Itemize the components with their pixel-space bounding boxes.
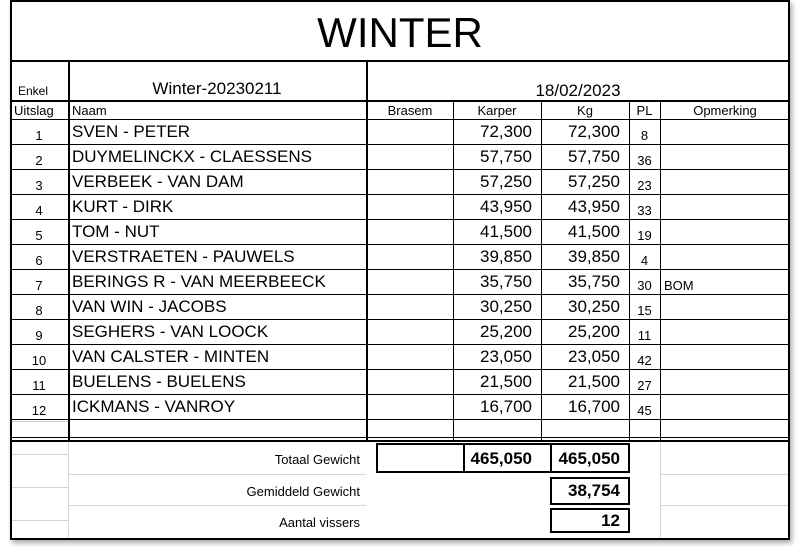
brasem-cell[interactable] (367, 221, 453, 246)
count-box (628, 508, 630, 533)
row-divider (10, 369, 790, 370)
count-label[interactable]: Aantal vissers (279, 515, 360, 530)
row-divider (10, 194, 790, 195)
pl-cell[interactable]: 33 (637, 203, 652, 218)
karper-cell[interactable]: 57,750 (480, 147, 532, 166)
average-box (550, 503, 630, 505)
note-cell[interactable] (660, 375, 790, 400)
gridline (10, 520, 68, 521)
row-divider (10, 219, 790, 220)
header-naam[interactable]: Naam (72, 103, 107, 118)
note-cell[interactable] (660, 175, 790, 200)
note-cell[interactable] (660, 125, 790, 150)
label-enkel[interactable]: Enkel (18, 84, 49, 98)
pl-cell[interactable]: 11 (637, 328, 652, 343)
note-cell[interactable] (660, 200, 790, 225)
row-divider (10, 419, 790, 420)
pl-cell[interactable]: 23 (637, 178, 652, 193)
rank-cell[interactable]: 7 (35, 278, 43, 293)
competition-date[interactable]: 18/02/2023 (535, 81, 621, 100)
rank-cell[interactable]: 11 (32, 378, 46, 393)
gridline (68, 474, 366, 475)
kg-cell[interactable]: 57,250 (568, 172, 620, 191)
kg-cell[interactable]: 23,050 (568, 347, 620, 366)
row-divider (10, 169, 790, 170)
karper-cell[interactable]: 39,850 (480, 247, 532, 266)
header-uitslag[interactable]: Uitslag (14, 103, 54, 118)
pl-cell[interactable]: 8 (640, 128, 649, 143)
note-cell[interactable] (660, 250, 790, 275)
average-box (628, 477, 630, 505)
rank-cell[interactable]: 9 (35, 328, 43, 343)
name-cell[interactable]: SVEN - PETER (72, 122, 191, 141)
kg-cell[interactable]: 25,200 (568, 322, 620, 341)
rank-cell[interactable]: 8 (35, 303, 43, 318)
totals-box (376, 443, 630, 445)
karper-cell[interactable]: 41,500 (480, 222, 532, 241)
pl-cell[interactable]: 19 (637, 228, 652, 243)
gridline (10, 421, 68, 422)
brasem-cell[interactable] (367, 321, 453, 346)
note-cell[interactable] (660, 150, 790, 175)
brasem-cell[interactable] (367, 246, 453, 271)
note-cell[interactable] (660, 300, 790, 325)
name-cell[interactable]: SEGHERS - VAN LOOCK (72, 322, 269, 341)
note-cell[interactable] (660, 350, 790, 375)
karper-cell[interactable]: 25,200 (480, 322, 532, 341)
header-kg[interactable]: Kg (577, 103, 593, 118)
table-border (10, 60, 790, 62)
count-box (550, 508, 630, 510)
brasem-cell[interactable] (367, 296, 453, 321)
brasem-cell[interactable] (367, 146, 453, 171)
pl-cell[interactable]: 36 (637, 153, 652, 168)
row-divider (10, 144, 790, 145)
name-cell[interactable]: ICKMANS - VANROY (72, 397, 236, 416)
pl-cell[interactable]: 45 (637, 403, 652, 418)
rank-cell[interactable]: 1 (35, 128, 43, 143)
total-kg[interactable]: 465,050 (558, 449, 620, 468)
gridline (660, 441, 661, 540)
note-cell[interactable]: BOM (664, 278, 694, 293)
rank-cell[interactable]: 6 (35, 253, 43, 268)
karper-cell[interactable]: 30,250 (480, 297, 532, 316)
table-border (10, 0, 12, 540)
row-divider (10, 394, 790, 395)
note-cell[interactable] (660, 400, 790, 425)
column-divider (629, 100, 630, 441)
column-divider (453, 100, 454, 441)
average-box (550, 477, 630, 479)
row-divider (10, 294, 790, 295)
totals-box (628, 443, 630, 473)
table-border (10, 100, 790, 102)
count-value[interactable]: 12 (601, 511, 620, 530)
note-cell[interactable] (660, 225, 790, 250)
count-box (550, 531, 630, 533)
column-divider (660, 100, 661, 441)
rank-cell[interactable]: 3 (35, 178, 43, 193)
total-karper[interactable]: 465,050 (470, 449, 532, 468)
totals-box (550, 443, 552, 473)
row-divider (10, 269, 790, 270)
name-cell[interactable]: VERBEEK - VAN DAM (72, 172, 244, 191)
kg-cell[interactable]: 16,700 (568, 397, 620, 416)
header-brasem[interactable]: Brasem (387, 103, 433, 118)
name-cell[interactable]: VAN WIN - JACOBS (72, 297, 227, 316)
gridline (68, 505, 366, 506)
row-divider (10, 344, 790, 345)
name-cell[interactable]: BUELENS - BUELENS (72, 372, 246, 391)
totals-box (463, 443, 465, 473)
table-border (788, 0, 790, 540)
pl-cell[interactable]: 4 (640, 253, 649, 268)
name-cell[interactable]: KURT - DIRK (72, 197, 174, 216)
brasem-cell[interactable] (367, 396, 453, 421)
rank-cell[interactable]: 4 (35, 203, 43, 218)
header-opmerking[interactable]: Opmerking (693, 103, 757, 118)
brasem-cell[interactable] (367, 346, 453, 371)
gridline (10, 487, 68, 488)
name-cell[interactable]: TOM - NUT (72, 222, 160, 241)
name-cell[interactable]: BERINGS R - VAN MEERBEECK (72, 272, 326, 291)
note-cell[interactable] (660, 325, 790, 350)
gridline (660, 505, 790, 506)
kg-cell[interactable]: 43,950 (568, 197, 620, 216)
name-cell[interactable]: VAN CALSTER - MINTEN (72, 347, 270, 366)
name-cell[interactable]: DUYMELINCKX - CLAESSENS (72, 147, 312, 166)
kg-cell[interactable]: 39,850 (568, 247, 620, 266)
karper-cell[interactable]: 57,250 (480, 172, 532, 191)
average-value[interactable]: 38,754 (568, 481, 620, 500)
brasem-cell[interactable] (367, 371, 453, 396)
brasem-cell[interactable] (367, 121, 453, 146)
totals-box (376, 443, 378, 473)
competition-name[interactable]: Winter-20230211 (152, 79, 282, 98)
table-border (10, 440, 790, 442)
kg-cell[interactable]: 41,500 (568, 222, 620, 241)
brasem-cell[interactable] (367, 196, 453, 221)
total-label[interactable]: Totaal Gewicht (274, 452, 360, 467)
header-pl[interactable]: PL (636, 103, 653, 118)
count-box (550, 508, 552, 533)
column-divider (366, 60, 368, 441)
pl-cell[interactable]: 27 (637, 378, 652, 393)
pl-cell[interactable]: 42 (637, 353, 652, 368)
rank-cell[interactable]: 5 (35, 228, 43, 243)
average-label[interactable]: Gemiddeld Gewicht (246, 484, 360, 499)
brasem-cell[interactable] (367, 271, 453, 296)
row-divider (10, 437, 790, 438)
column-divider (541, 100, 542, 441)
table-border (10, 0, 790, 2)
name-cell[interactable]: VERSTRAETEN - PAUWELS (72, 247, 295, 266)
karper-cell[interactable]: 35,750 (480, 272, 532, 291)
row-divider (10, 319, 790, 320)
kg-cell[interactable]: 72,300 (568, 122, 620, 141)
gridline (660, 474, 790, 475)
kg-cell[interactable]: 57,750 (568, 147, 620, 166)
kg-cell[interactable]: 30,250 (568, 297, 620, 316)
rank-cell[interactable]: 12 (31, 403, 47, 418)
gridline (10, 454, 68, 455)
karper-cell[interactable]: 16,700 (480, 397, 532, 416)
table-border (10, 538, 790, 540)
pl-cell[interactable]: 30 (637, 278, 652, 293)
brasem-cell[interactable] (367, 171, 453, 196)
table-border (10, 119, 790, 120)
average-box (550, 477, 552, 505)
column-divider (68, 60, 70, 441)
kg-cell[interactable]: 35,750 (568, 272, 620, 291)
karper-cell[interactable]: 43,950 (480, 197, 532, 216)
kg-cell[interactable]: 21,500 (568, 372, 620, 391)
karper-cell[interactable]: 23,050 (480, 347, 532, 366)
row-divider (10, 244, 790, 245)
pl-cell[interactable]: 15 (637, 303, 652, 318)
results-sheet (10, 0, 790, 540)
karper-cell[interactable]: 72,300 (480, 122, 532, 141)
rank-cell[interactable]: 2 (35, 153, 43, 168)
header-karper[interactable]: Karper (477, 103, 517, 118)
gridline (68, 441, 69, 540)
rank-cell[interactable]: 10 (31, 353, 47, 368)
sheet-title: WINTER (317, 9, 483, 56)
totals-box (376, 471, 630, 473)
karper-cell[interactable]: 21,500 (480, 372, 532, 391)
